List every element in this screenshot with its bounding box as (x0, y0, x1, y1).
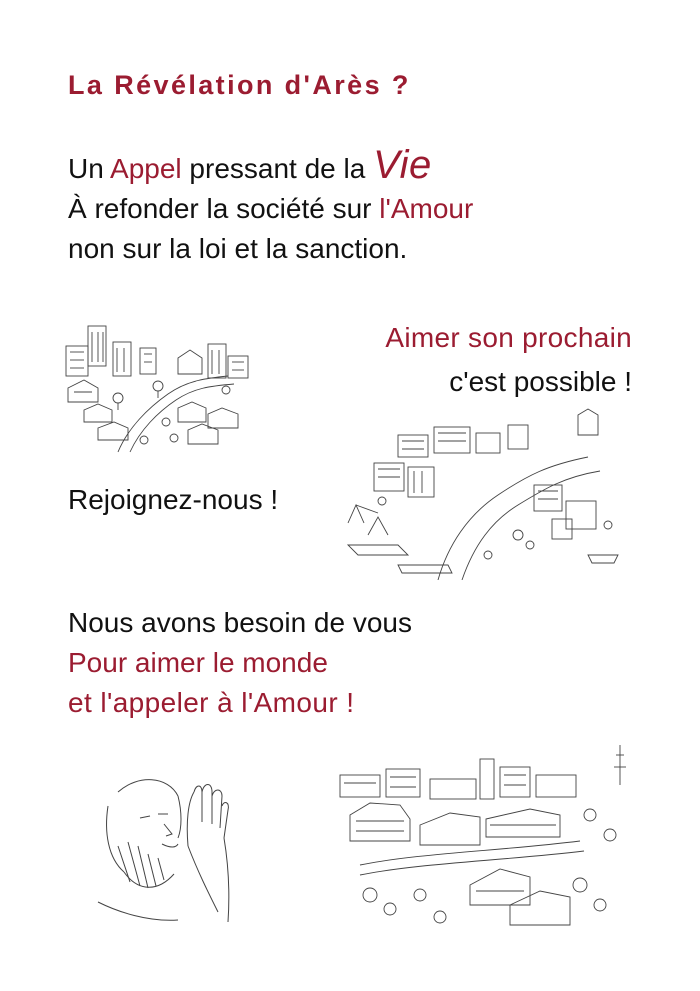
vie-word: Vie (373, 143, 432, 187)
appel-word: Appel (110, 153, 182, 184)
man-calling-sketch (78, 762, 248, 932)
intro-line-1 (68, 145, 473, 189)
besoin-line-2: Pour aimer le monde (68, 647, 328, 678)
intro-line-3: non sur la loi et la sanction. (68, 233, 408, 264)
aimer-line-1: Aimer son prochain (385, 322, 632, 353)
besoin-line-1: Nous avons besoin de vous (68, 607, 412, 638)
intro-line-2 (68, 189, 473, 229)
aimer-line-2: c'est possible ! (449, 366, 632, 397)
besoin-block (68, 603, 412, 723)
city-panorama-sketch (330, 745, 640, 935)
intro-text: À refonder la société sur (68, 193, 380, 224)
besoin-line-3: et l'appeler à l'Amour ! (68, 687, 355, 718)
intro-text: pressant de la (181, 153, 374, 184)
intro-block (68, 145, 473, 269)
amour-word: l'Amour (379, 193, 474, 224)
rejoignez-text: Rejoignez-nous ! (68, 484, 279, 515)
city-river-sketch (338, 405, 628, 580)
page-title: La Révélation d'Arès ? (68, 70, 411, 100)
town-sketch (58, 318, 258, 453)
intro-text: Un (68, 153, 111, 184)
